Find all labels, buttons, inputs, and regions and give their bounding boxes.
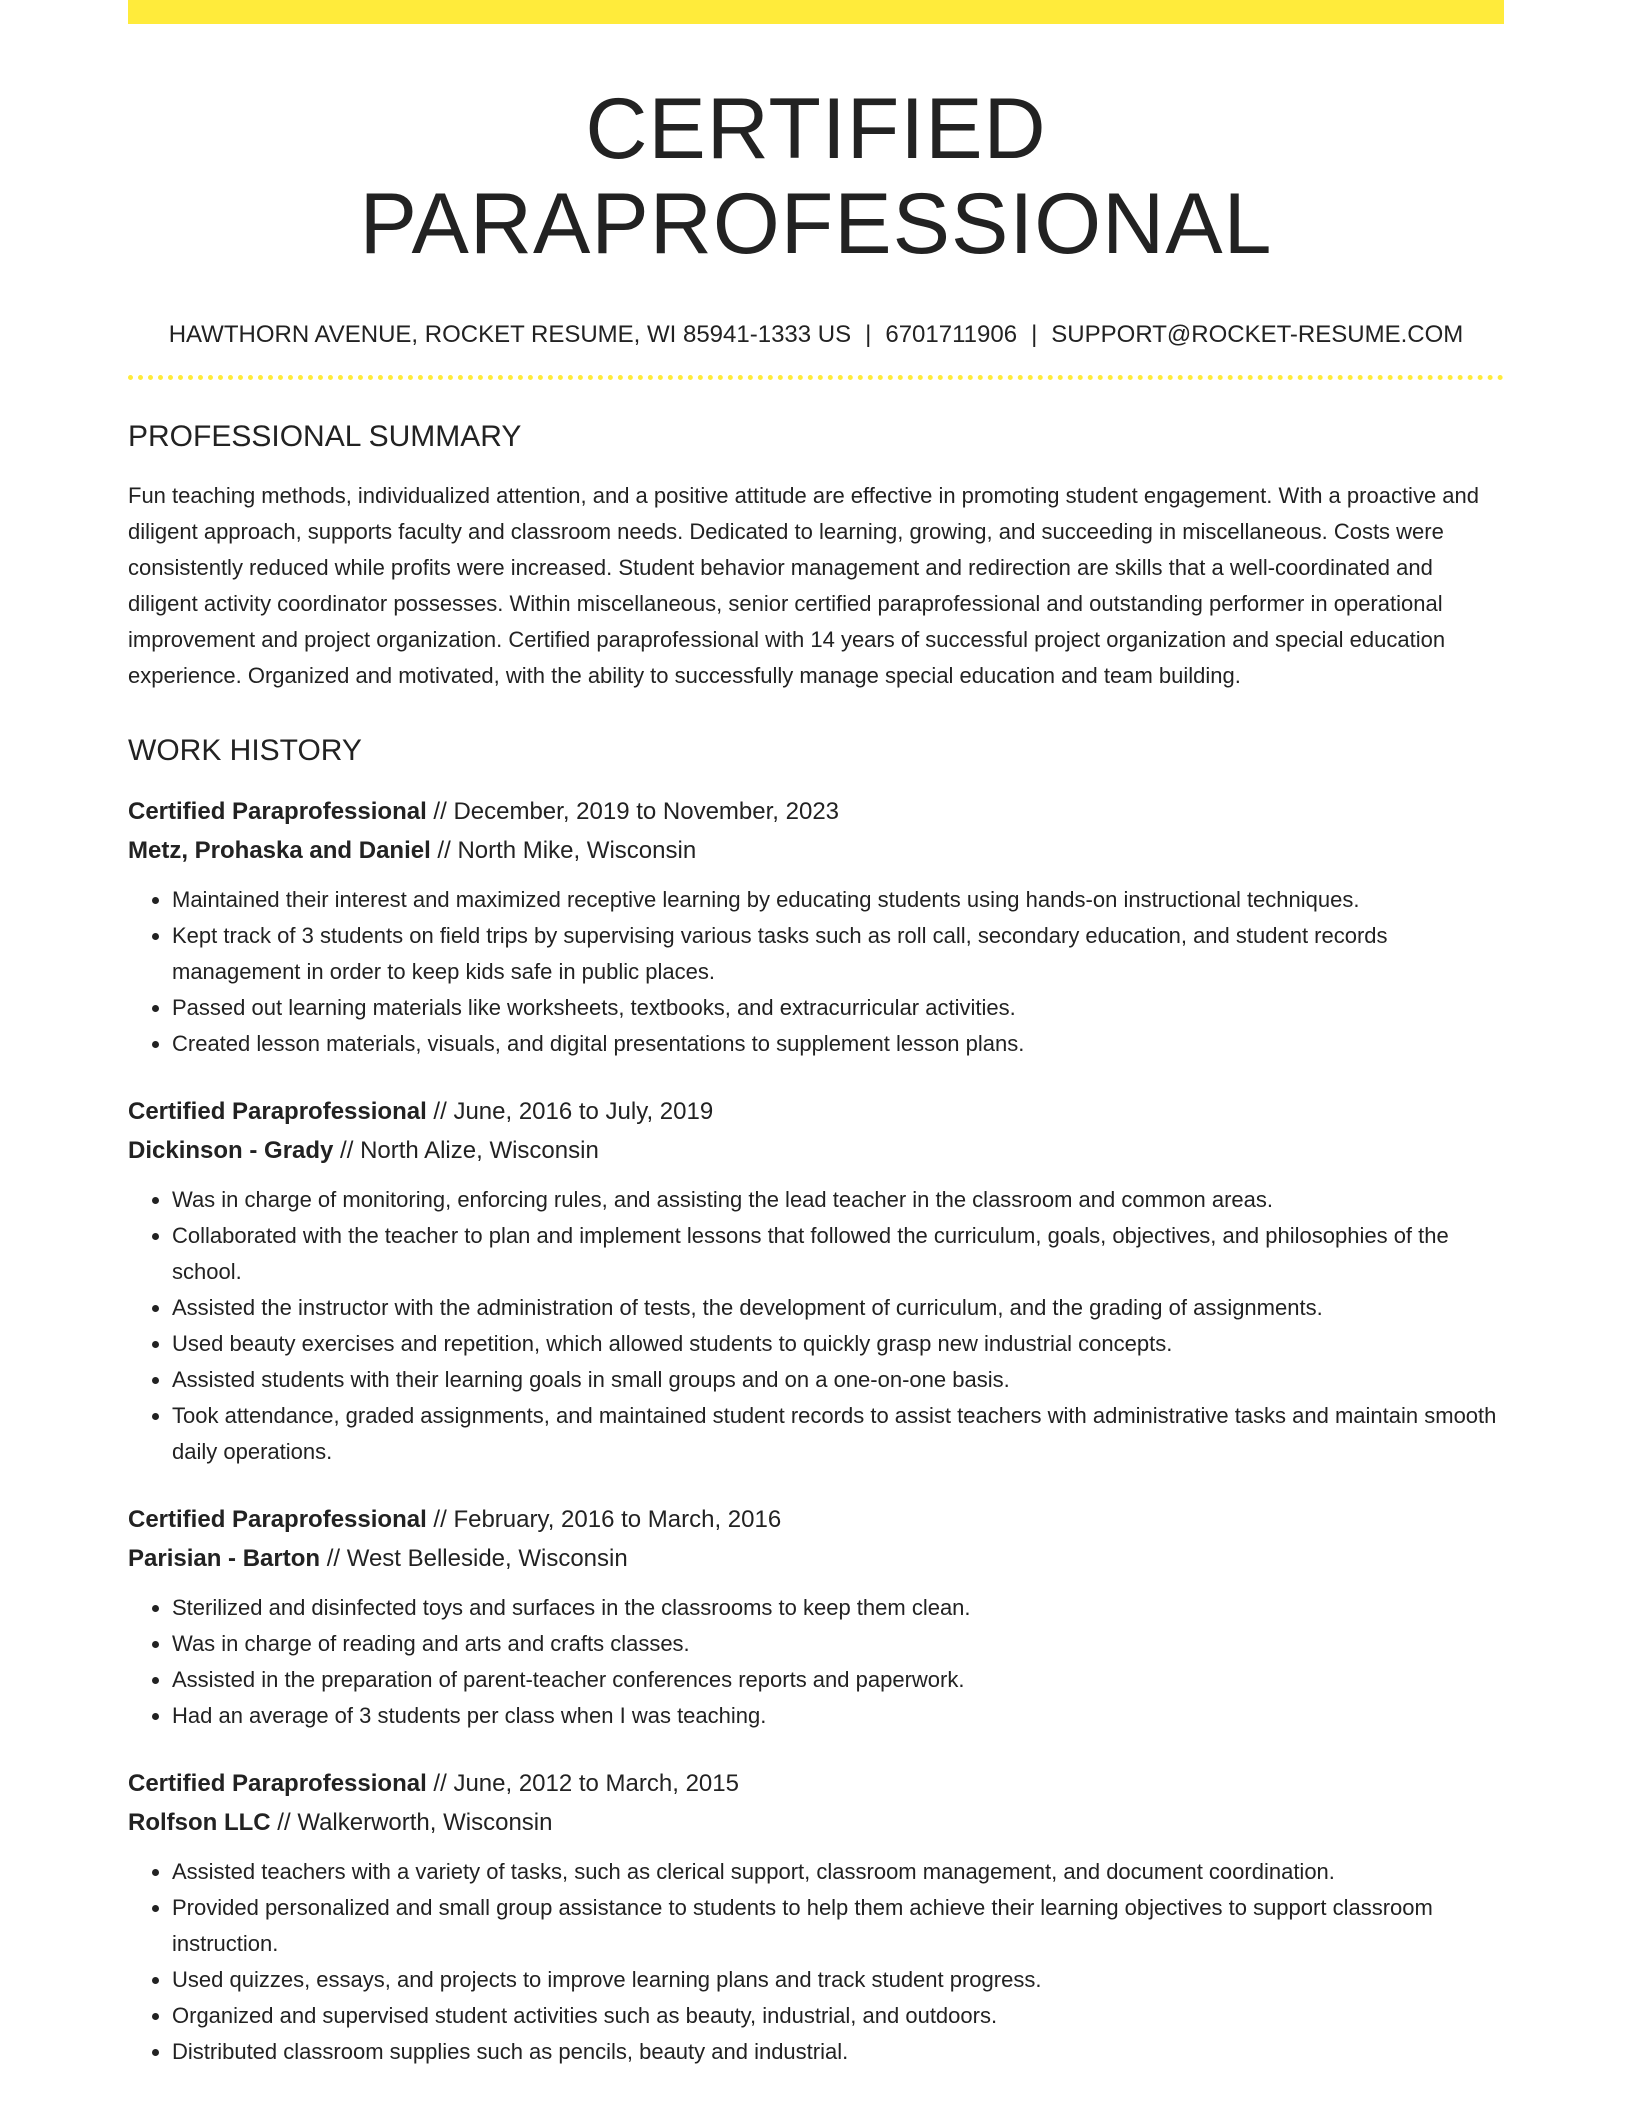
job-company: Metz, Prohaska and Daniel [128,837,431,865]
job-bullet: • Was in charge of monitoring, enforcing rules, and assisting the lead teacher in the classroom and common areas. [172,1182,1504,1218]
job-bullets [128,1182,1504,1470]
job-entry [128,792,1504,1062]
job-entry [128,1764,1504,2070]
job-title: Certified Paraprofessional [128,798,427,826]
work-history-section-title: WORK HISTORY [128,734,362,768]
contact-separator: | [1031,321,1038,349]
job-company: Dickinson - Grady [128,1137,334,1165]
job-dates: // December, 2019 to November, 2023 [426,798,840,826]
job-company: Parisian - Barton [128,1545,321,1573]
work-history-list [128,792,1504,2070]
job-company-line [128,831,1504,870]
job-location: // North Alize, Wisconsin [333,1137,599,1165]
contact-email: SUPPORT@ROCKET-RESUME.COM [1051,321,1464,349]
resume-name-heading: CERTIFIED PARAPROFESSIONAL [359,81,1273,272]
job-bullets [128,882,1504,1062]
job-company-line [128,1803,1504,1842]
job-location: // North Mike, Wisconsin [430,837,697,865]
dotted-divider [128,375,1504,380]
job-bullet: • Maintained their interest and maximized receptive learning by educating students using hands-on instructional techniques. [172,882,1504,918]
job-title-line [128,1500,1504,1539]
contact-line [128,321,1504,349]
contact-address: HAWTHORN AVENUE, ROCKET RESUME, WI 85941-1333 US [168,321,852,349]
job-company-line [128,1539,1504,1578]
job-bullet: • Organized and supervised student activities such as beauty, industrial, and outdoors. [172,1998,1504,2034]
summary-text: Fun teaching methods, individualized attention, and a positive attitude are effective in promoting student engagement. With a proactive and diligent approach, supports faculty and classroom needs. Dedicated to learning, growing, and succeeding in miscellaneous. Costs were consistently reduced while profits were increased. Student behavior management and redirection are skills that a well-coordinated and diligent activity coordinator possesses. Within miscellaneous, senior certified paraprofessional and outstanding performer in operational improvement and project organization. Certified paraprofessional with 14 years of successful project organization and special education experience. Organized and motivated, with the ability to successfully manage special education and team building. [128,483,1479,689]
job-location: // Walkerworth, Wisconsin [270,1809,553,1837]
job-entry [128,1500,1504,1734]
job-title: Certified Paraprofessional [128,1770,427,1798]
summary-section-title: PROFESSIONAL SUMMARY [128,420,522,454]
job-bullet: • Was in charge of reading and arts and crafts classes. [172,1626,1504,1662]
job-bullet: • Had an average of 3 students per class when I was teaching. [172,1698,1504,1734]
job-company-line [128,1131,1504,1170]
job-bullet: • Used beauty exercises and repetition, which allowed students to quickly grasp new industrial concepts. [172,1326,1504,1362]
top-accent-bar [128,0,1504,24]
job-bullet: • Sterilized and disinfected toys and surfaces in the classrooms to keep them clean. [172,1590,1504,1626]
job-entry [128,1092,1504,1470]
job-bullet: • Assisted the instructor with the administration of tests, the development of curriculum, and the grading of assignments. [172,1290,1504,1326]
job-title-line [128,792,1504,831]
contact-separator: | [865,321,872,349]
job-bullet: • Assisted teachers with a variety of tasks, such as clerical support, classroom management, and document coordination. [172,1854,1504,1890]
job-bullet: • Assisted in the preparation of parent-teacher conferences reports and paperwork. [172,1662,1504,1698]
job-bullet: • Distributed classroom supplies such as pencils, beauty and industrial. [172,2034,1504,2070]
job-bullet: • Created lesson materials, visuals, and digital presentations to supplement lesson plans. [172,1026,1504,1062]
contact-phone: 6701711906 [885,321,1018,349]
job-bullet: • Used quizzes, essays, and projects to improve learning plans and track student progress. [172,1962,1504,1998]
job-bullet: • Took attendance, graded assignments, and maintained student records to assist teachers with administrative tasks and maintain smooth daily operations. [172,1398,1504,1470]
job-title: Certified Paraprofessional [128,1098,427,1126]
resume-page [128,0,1504,2100]
job-title-line [128,1764,1504,1803]
job-bullet: • Assisted students with their learning goals in small groups and on a one-on-one basis. [172,1362,1504,1398]
job-bullet: • Provided personalized and small group assistance to students to help them achieve their learning objectives to support classroom instruction. [172,1890,1504,1962]
job-dates: // February, 2016 to March, 2016 [426,1506,782,1534]
job-bullet: • Passed out learning materials like worksheets, textbooks, and extracurricular activities. [172,990,1504,1026]
job-bullets [128,1590,1504,1734]
job-title-line [128,1092,1504,1131]
job-company: Rolfson LLC [128,1809,271,1837]
job-bullet: • Collaborated with the teacher to plan and implement lessons that followed the curriculum, goals, objectives, and philosophies of the school. [172,1218,1504,1290]
job-bullet: • Kept track of 3 students on field trips by supervising various tasks such as roll call, secondary education, and student records management in order to keep kids safe in public places. [172,918,1504,990]
job-location: // West Belleside, Wisconsin [320,1545,628,1573]
job-dates: // June, 2016 to July, 2019 [426,1098,714,1126]
job-dates: // June, 2012 to March, 2015 [426,1770,739,1798]
job-title: Certified Paraprofessional [128,1506,427,1534]
job-bullets [128,1854,1504,2070]
